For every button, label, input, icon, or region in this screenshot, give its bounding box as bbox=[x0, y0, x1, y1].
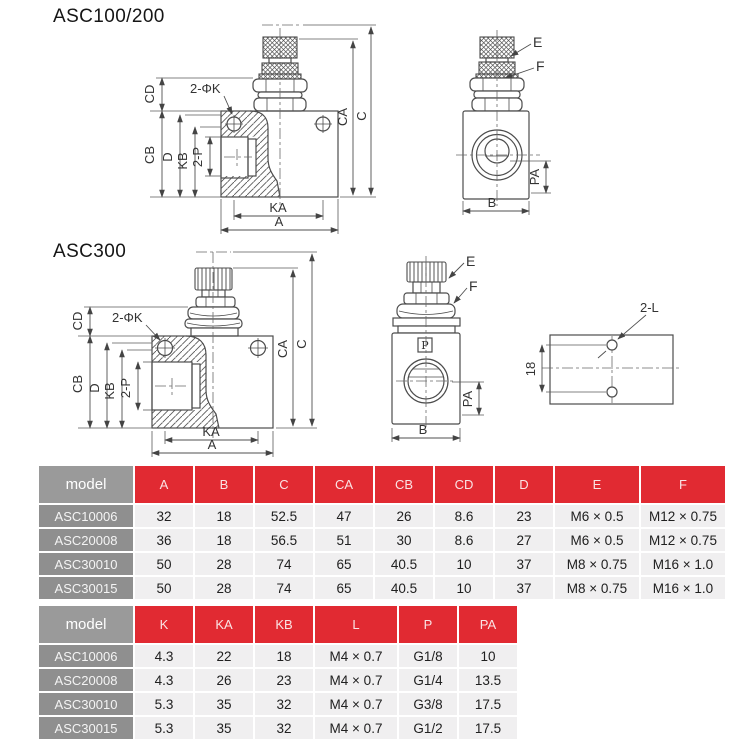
dim-label-ca: CA bbox=[335, 107, 350, 127]
value-cell: G3/8 bbox=[399, 693, 457, 715]
value-cell: 50 bbox=[135, 553, 193, 575]
value-cell: M12 × 0.75 bbox=[641, 505, 725, 527]
value-cell: 32 bbox=[255, 717, 313, 739]
value-cell: 10 bbox=[459, 645, 517, 667]
header-cell-K: K bbox=[135, 606, 193, 643]
section-title-asc100-200: ASC100/200 bbox=[53, 6, 165, 27]
value-cell: 40.5 bbox=[375, 553, 433, 575]
value-cell: 18 bbox=[195, 529, 253, 551]
model-name-cell: ASC20008 bbox=[39, 529, 133, 551]
dim-label-f: F bbox=[536, 58, 545, 74]
dim-label-kb: KB bbox=[175, 152, 190, 170]
value-cell: M12 × 0.75 bbox=[641, 529, 725, 551]
dim-label-ka: KA bbox=[269, 200, 287, 215]
value-cell: M6 × 0.5 bbox=[555, 505, 639, 527]
mounting-hole bbox=[607, 340, 617, 350]
header-cell-CA: CA bbox=[315, 466, 373, 503]
header-cell-KA: KA bbox=[195, 606, 253, 643]
asc100-200-side-view bbox=[142, 25, 376, 234]
value-cell: 22 bbox=[195, 645, 253, 667]
dimension-table-ports bbox=[39, 606, 517, 739]
dim-label-cb: CB bbox=[142, 145, 157, 165]
dim-label-cd: CD bbox=[70, 311, 85, 331]
dimension-table-main bbox=[39, 466, 725, 599]
header-cell-model: model bbox=[39, 606, 133, 643]
dim-label-ka: KA bbox=[202, 424, 220, 439]
section-title-asc300: ASC300 bbox=[53, 241, 127, 262]
header-cell-P: P bbox=[399, 606, 457, 643]
value-cell: 32 bbox=[135, 505, 193, 527]
dim-label-2p: 2-P bbox=[118, 377, 133, 399]
value-cell: 35 bbox=[195, 717, 253, 739]
dim-label-a: A bbox=[207, 437, 217, 452]
model-name-cell: ASC20008 bbox=[39, 669, 133, 691]
dim-label-f: F bbox=[469, 278, 478, 294]
value-cell: 5.3 bbox=[135, 717, 193, 739]
mounting-hole bbox=[248, 338, 268, 358]
value-cell: 4.3 bbox=[135, 669, 193, 691]
dim-label-18: 18 bbox=[523, 361, 538, 377]
value-cell: M8 × 0.75 bbox=[555, 553, 639, 575]
value-cell: 37 bbox=[495, 577, 553, 599]
value-cell: 17.5 bbox=[459, 717, 517, 739]
asc300-side-view bbox=[70, 252, 317, 457]
value-cell: M16 × 1.0 bbox=[641, 577, 725, 599]
value-cell: 56.5 bbox=[255, 529, 313, 551]
dim-label-pa: PA bbox=[527, 168, 542, 186]
dim-label-ca: CA bbox=[275, 339, 290, 359]
value-cell: 47 bbox=[315, 505, 373, 527]
value-cell: 32 bbox=[255, 693, 313, 715]
value-cell: 50 bbox=[135, 577, 193, 599]
dim-label-c: C bbox=[294, 339, 309, 349]
dim-label-pa: PA bbox=[460, 390, 475, 408]
value-cell: 27 bbox=[495, 529, 553, 551]
value-cell: 23 bbox=[255, 669, 313, 691]
asc300-plate-view bbox=[523, 300, 682, 404]
port-marking-p: P bbox=[421, 339, 429, 352]
adjust-knob bbox=[185, 268, 242, 336]
header-cell-CD: CD bbox=[435, 466, 493, 503]
value-cell: M4 × 0.7 bbox=[315, 717, 397, 739]
value-cell: 74 bbox=[255, 553, 313, 575]
value-cell: M4 × 0.7 bbox=[315, 669, 397, 691]
dim-label-2l: 2-L bbox=[640, 300, 659, 315]
value-cell: 28 bbox=[195, 577, 253, 599]
asc100-200-front-view bbox=[456, 30, 551, 215]
value-cell: 23 bbox=[495, 505, 553, 527]
value-cell: M4 × 0.7 bbox=[315, 645, 397, 667]
value-cell: 65 bbox=[315, 577, 373, 599]
value-cell: M16 × 1.0 bbox=[641, 553, 725, 575]
model-name-cell: ASC10006 bbox=[39, 645, 133, 667]
value-cell: 74 bbox=[255, 577, 313, 599]
header-cell-E: E bbox=[555, 466, 639, 503]
value-cell: 52.5 bbox=[255, 505, 313, 527]
value-cell: 18 bbox=[255, 645, 313, 667]
mounting-hole bbox=[607, 387, 617, 397]
adjust-knob bbox=[393, 262, 460, 333]
value-cell: G1/4 bbox=[399, 669, 457, 691]
value-cell: 10 bbox=[435, 577, 493, 599]
value-cell: 65 bbox=[315, 553, 373, 575]
dim-label-2p: 2-P bbox=[190, 146, 205, 168]
dim-label-2phik: 2-ΦK bbox=[190, 81, 221, 96]
header-cell-model: model bbox=[39, 466, 133, 503]
value-cell: 13.5 bbox=[459, 669, 517, 691]
model-name-cell: ASC30010 bbox=[39, 553, 133, 575]
dim-label-d: D bbox=[160, 152, 175, 162]
header-cell-KB: KB bbox=[255, 606, 313, 643]
header-cell-C: C bbox=[255, 466, 313, 503]
dim-label-kb: KB bbox=[102, 382, 117, 400]
header-cell-F: F bbox=[641, 466, 725, 503]
asc300-front-view bbox=[392, 253, 484, 442]
value-cell: 8.6 bbox=[435, 529, 493, 551]
model-name-cell: ASC30015 bbox=[39, 717, 133, 739]
header-cell-CB: CB bbox=[375, 466, 433, 503]
model-name-cell: ASC30010 bbox=[39, 693, 133, 715]
header-cell-A: A bbox=[135, 466, 193, 503]
value-cell: 28 bbox=[195, 553, 253, 575]
value-cell: 8.6 bbox=[435, 505, 493, 527]
dim-label-a: A bbox=[274, 214, 284, 229]
value-cell: 35 bbox=[195, 693, 253, 715]
value-cell: 17.5 bbox=[459, 693, 517, 715]
value-cell: 37 bbox=[495, 553, 553, 575]
header-cell-L: L bbox=[315, 606, 397, 643]
dim-label-c: C bbox=[354, 111, 369, 121]
header-cell-D: D bbox=[495, 466, 553, 503]
dim-label-e: E bbox=[533, 34, 543, 50]
value-cell: 30 bbox=[375, 529, 433, 551]
port-bore bbox=[221, 137, 248, 178]
header-cell-B: B bbox=[195, 466, 253, 503]
dim-label-d: D bbox=[87, 383, 102, 393]
model-name-cell: ASC10006 bbox=[39, 505, 133, 527]
value-cell: M4 × 0.7 bbox=[315, 693, 397, 715]
dim-label-b: B bbox=[418, 422, 428, 437]
value-cell: 10 bbox=[435, 553, 493, 575]
value-cell: 36 bbox=[135, 529, 193, 551]
value-cell: M6 × 0.5 bbox=[555, 529, 639, 551]
dim-label-cd: CD bbox=[142, 84, 157, 104]
value-cell: 18 bbox=[195, 505, 253, 527]
value-cell: G1/2 bbox=[399, 717, 457, 739]
mounting-hole bbox=[314, 115, 332, 133]
value-cell: 4.3 bbox=[135, 645, 193, 667]
model-name-cell: ASC30015 bbox=[39, 577, 133, 599]
value-cell: 26 bbox=[375, 505, 433, 527]
dim-label-cb: CB bbox=[70, 374, 85, 394]
value-cell: 51 bbox=[315, 529, 373, 551]
dim-label-2phik: 2-ΦK bbox=[112, 310, 143, 325]
dim-label-e: E bbox=[466, 253, 476, 269]
value-cell: 26 bbox=[195, 669, 253, 691]
value-cell: G1/8 bbox=[399, 645, 457, 667]
dim-label-b: B bbox=[487, 195, 497, 210]
header-cell-PA: PA bbox=[459, 606, 517, 643]
value-cell: 40.5 bbox=[375, 577, 433, 599]
value-cell: M8 × 0.75 bbox=[555, 577, 639, 599]
value-cell: 5.3 bbox=[135, 693, 193, 715]
